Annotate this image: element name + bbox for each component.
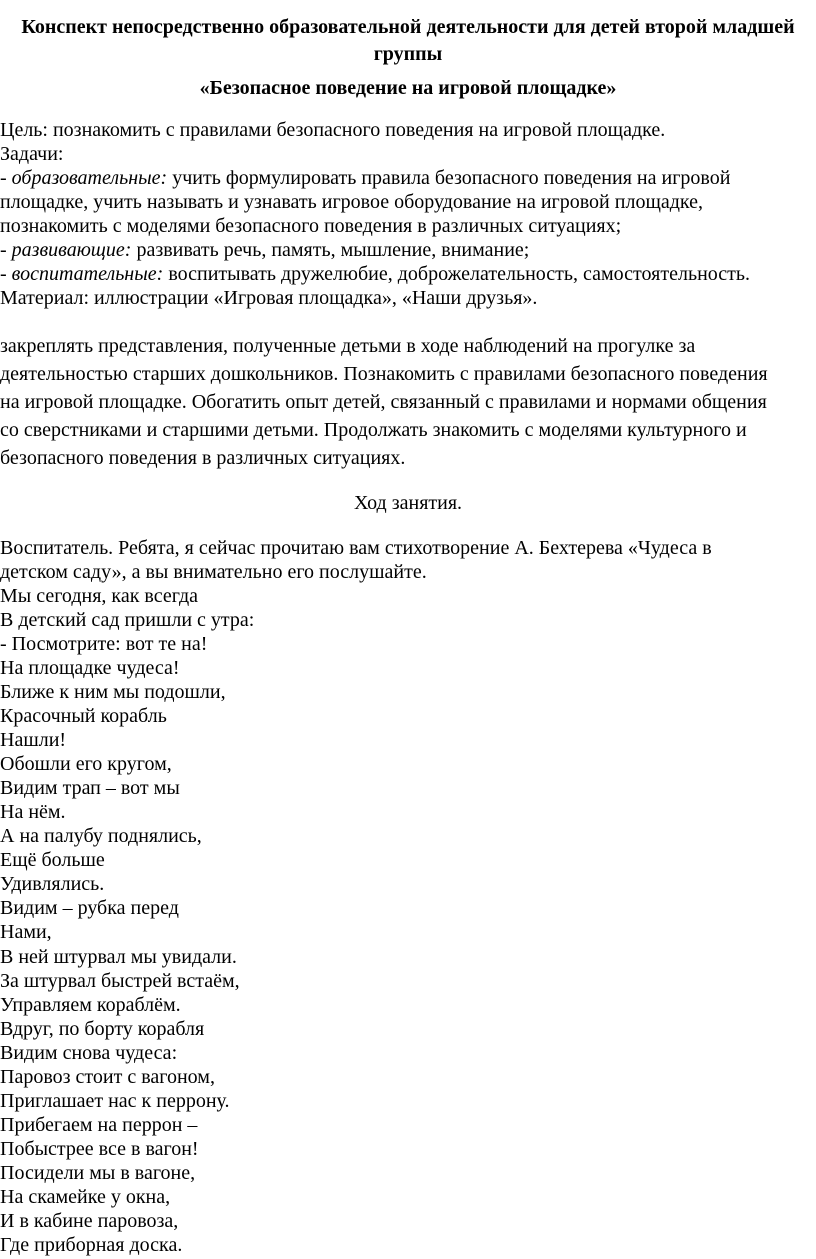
tasks-label: Задачи: xyxy=(0,143,64,165)
objectives-line: закреплять представления, полученные детьми в ходе наблюдений на прогулке за xyxy=(0,335,696,357)
course-line: В ней штурвал мы увидали. xyxy=(0,945,237,968)
task-text: развивать речь, память, мышление, внимание; xyxy=(131,239,530,261)
course-line: За штурвал быстрей встаём, xyxy=(0,969,240,992)
course-line: Мы сегодня, как всегда xyxy=(0,585,199,608)
objectives-line: безопасного поведения в различных ситуациях. xyxy=(0,447,406,469)
course-line: Удивлялись. xyxy=(0,873,105,896)
task-category: воспитательные: xyxy=(11,263,164,285)
course-line: Воспитатель. Ребята, я сейчас прочитаю вам стихотворение А. Бехтерева «Чудеса в xyxy=(0,537,712,559)
task-line xyxy=(0,190,703,214)
course-line: Красочный корабль xyxy=(0,705,167,728)
objectives-line: со сверстниками и старшими детьми. Продолжать знакомить с моделями культурного и xyxy=(0,419,747,441)
task-text: площадке, учить называть и узнавать игровое оборудование на игровой площадке, xyxy=(0,191,703,213)
course-line: Прибегаем на перрон – xyxy=(0,1113,198,1136)
course-line: Нашли! xyxy=(0,729,67,752)
task-text: учить формулировать правила безопасного поведения на игровой xyxy=(167,167,731,189)
course-line: На скамейке у окна, xyxy=(0,1185,171,1208)
task-dash: - xyxy=(0,263,12,285)
task-line xyxy=(0,214,621,238)
task-text: познакомить с моделями безопасного поведения в различных ситуациях; xyxy=(0,215,622,237)
document-title-cont: группы xyxy=(373,43,443,65)
objectives-line: на игровой площадке. Обогатить опыт детей, связанный с правилами и нормами общения xyxy=(0,391,767,413)
task-dash: - xyxy=(0,167,12,189)
course-line: Видим – рубка перед xyxy=(0,897,179,920)
course-heading: Ход занятия. xyxy=(353,492,463,514)
task-line xyxy=(0,262,750,286)
course-line: И в кабине паровоза, xyxy=(0,1209,179,1232)
course-line: Управляем кораблём. xyxy=(0,993,181,1016)
course-line: Нами, xyxy=(0,921,52,944)
course-line: - Посмотрите: вот те на! xyxy=(0,633,208,656)
course-line: На площадке чудеса! xyxy=(0,657,180,680)
material-text: Материал: иллюстрации «Игровая площадка», «Наши друзья». xyxy=(0,287,538,309)
course-line: Где приборная доска. xyxy=(0,1233,183,1256)
course-line: В детский сад пришли с утра: xyxy=(0,609,255,632)
course-line: На нём. xyxy=(0,801,66,824)
task-text: воспитывать дружелюбие, доброжелательность, самостоятельность. xyxy=(163,263,751,285)
task-category: образовательные: xyxy=(11,167,168,189)
goal-text: Цель: познакомить с правилами безопасного поведения на игровой площадке. xyxy=(0,119,666,141)
lesson-topic: «Безопасное поведение на игровой площадке» xyxy=(199,77,617,99)
task-category: развивающие: xyxy=(11,239,132,261)
course-line: Посидели мы в вагоне, xyxy=(0,1161,196,1184)
course-line: Видим снова чудеса: xyxy=(0,1041,178,1064)
course-line: Ближе к ним мы подошли, xyxy=(0,681,226,704)
task-dash: - xyxy=(0,239,12,261)
task-line xyxy=(0,238,529,262)
course-line: Вдруг, по борту корабля xyxy=(0,1017,205,1040)
course-line: детском саду», а вы внимательно его послушайте. xyxy=(0,561,427,584)
task-line xyxy=(0,166,730,190)
course-line: Ещё больше xyxy=(0,849,105,872)
course-line: Приглашает нас к перрону. xyxy=(0,1089,230,1112)
course-line: Обошли его кругом, xyxy=(0,753,172,776)
course-line: Паровоз стоит с вагоном, xyxy=(0,1065,215,1088)
objectives-line: деятельностью старших дошкольников. Познакомить с правилами безопасного поведения xyxy=(0,363,768,385)
document-title: Конспект непосредственно образовательной деятельности для детей второй младшей xyxy=(21,16,795,38)
course-line: Видим трап – вот мы xyxy=(0,777,180,800)
course-line: А на палубу поднялись, xyxy=(0,825,202,848)
course-line: Побыстрее все в вагон! xyxy=(0,1137,199,1160)
